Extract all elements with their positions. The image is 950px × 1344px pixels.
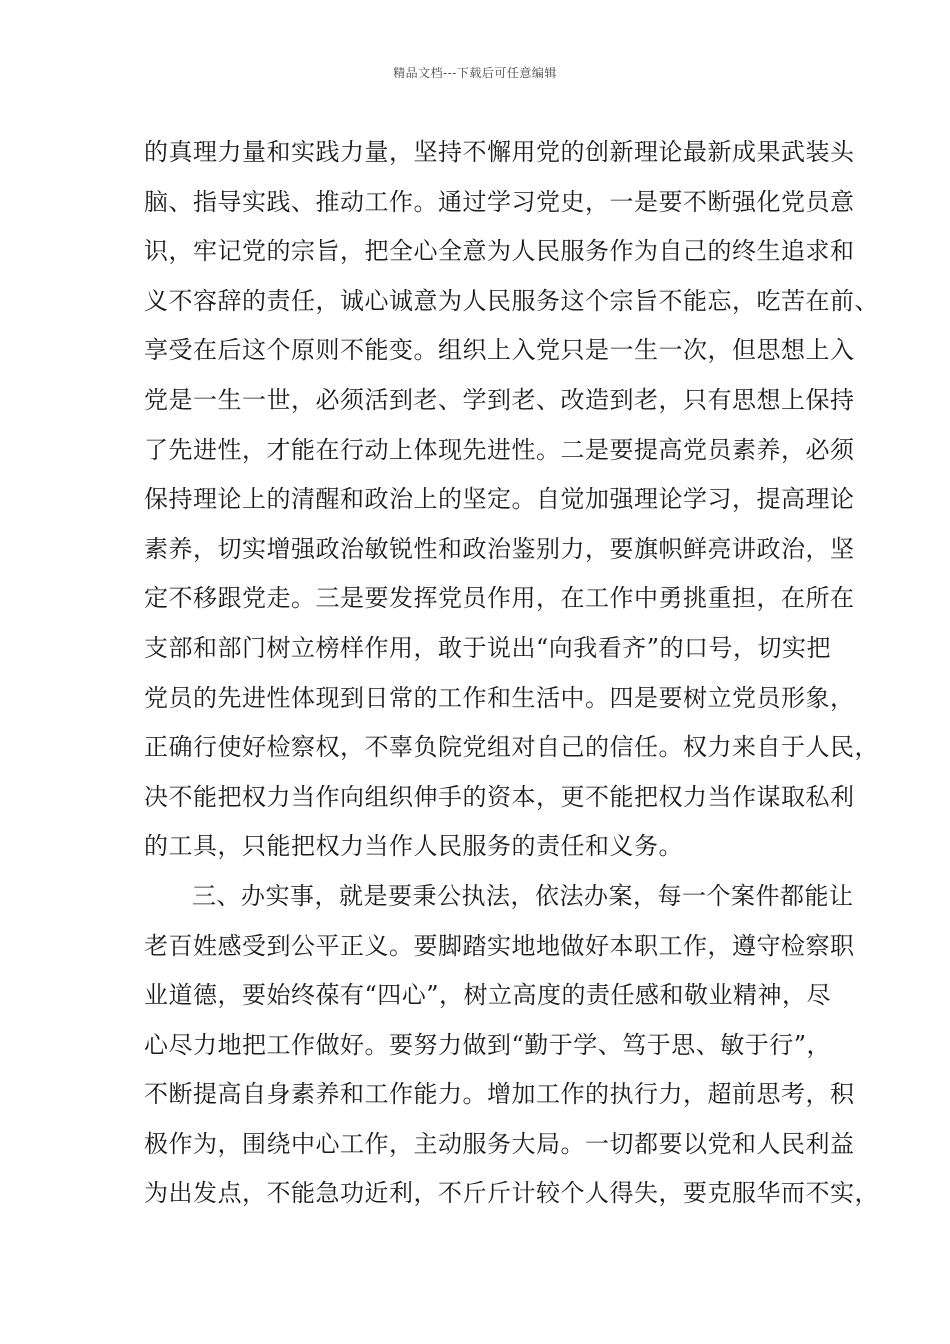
- text-line: 义不容辞的责任，诚心诚意为人民服务这个宗旨不能忘，吃苦在前、: [144, 286, 879, 315]
- text-line: 党是一生一世，必须活到老、学到老、改造到老，只有思想上保持: [144, 385, 855, 414]
- text-line: 素养，切实增强政治敏锐性和政治鉴别力，要旗帜鲜亮讲政治，坚: [144, 534, 855, 563]
- text-line: 的真理力量和实践力量，坚持不懈用党的创新理论最新成果武装头: [144, 138, 855, 166]
- text-line: 保持理论上的清醒和政治上的坚定。自觉加强理论学习，提高理论: [144, 485, 855, 514]
- text-line: 为出发点，不能急功近利，不斤斤计较个人得失，要克服华而不实，: [144, 1179, 879, 1208]
- text-line: 识，牢记党的宗旨，把全心全意为人民服务作为自己的终生追求和: [144, 237, 855, 266]
- text-line: 决不能把权力当作向组织伸手的资本，更不能把权力当作谋取私利: [144, 782, 855, 811]
- text-line: 了先进性，才能在行动上体现先进性。二是要提高党员素养，必须: [144, 435, 855, 464]
- text-line: 老百姓感受到公平正义。要脚踏实地地做好本职工作，遵守检察职: [144, 931, 855, 960]
- text-line: 的工具，只能把权力当作人民服务的责任和义务。: [144, 832, 683, 861]
- text-line: 支部和部门树立榜样作用，敢于说出“向我看齐”的口号，切实把: [144, 633, 832, 662]
- text-line: 正确行使好检察权，不辜负院党组对自己的信任。权力来自于人民，: [144, 733, 879, 762]
- text-line: 党员的先进性体现到日常的工作和生活中。四是要树立党员形象，: [144, 683, 855, 712]
- text-line: 定不移跟党走。三是要发挥党员作用，在工作中勇挑重担，在所在: [144, 584, 855, 613]
- text-line: 不断提高自身素养和工作能力。增加工作的执行力，超前思考，积: [144, 1080, 855, 1109]
- text-line: 业道德，要始终葆有“四心”，树立高度的责任感和敬业精神，尽: [144, 981, 832, 1010]
- text-line: 极作为，围绕中心工作，主动服务大局。一切都要以党和人民利益: [144, 1129, 855, 1158]
- page-header: 精品文档---下载后可任意编辑: [393, 66, 557, 80]
- text-line: 心尽力地把工作做好。要努力做到“勤于学、笃于思、敏于行”，: [144, 1030, 832, 1059]
- text-line: 脑、指导实践、推动工作。通过学习党史，一是要不断强化党员意: [144, 187, 855, 216]
- document-body: [144, 128, 879, 1219]
- text-line: 享受在后这个原则不能变。组织上入党只是一生一次，但思想上入: [144, 336, 855, 365]
- paragraph-start-line: 三、办实事，就是要秉公执法，依法办案，每一个案件都能让: [192, 881, 854, 910]
